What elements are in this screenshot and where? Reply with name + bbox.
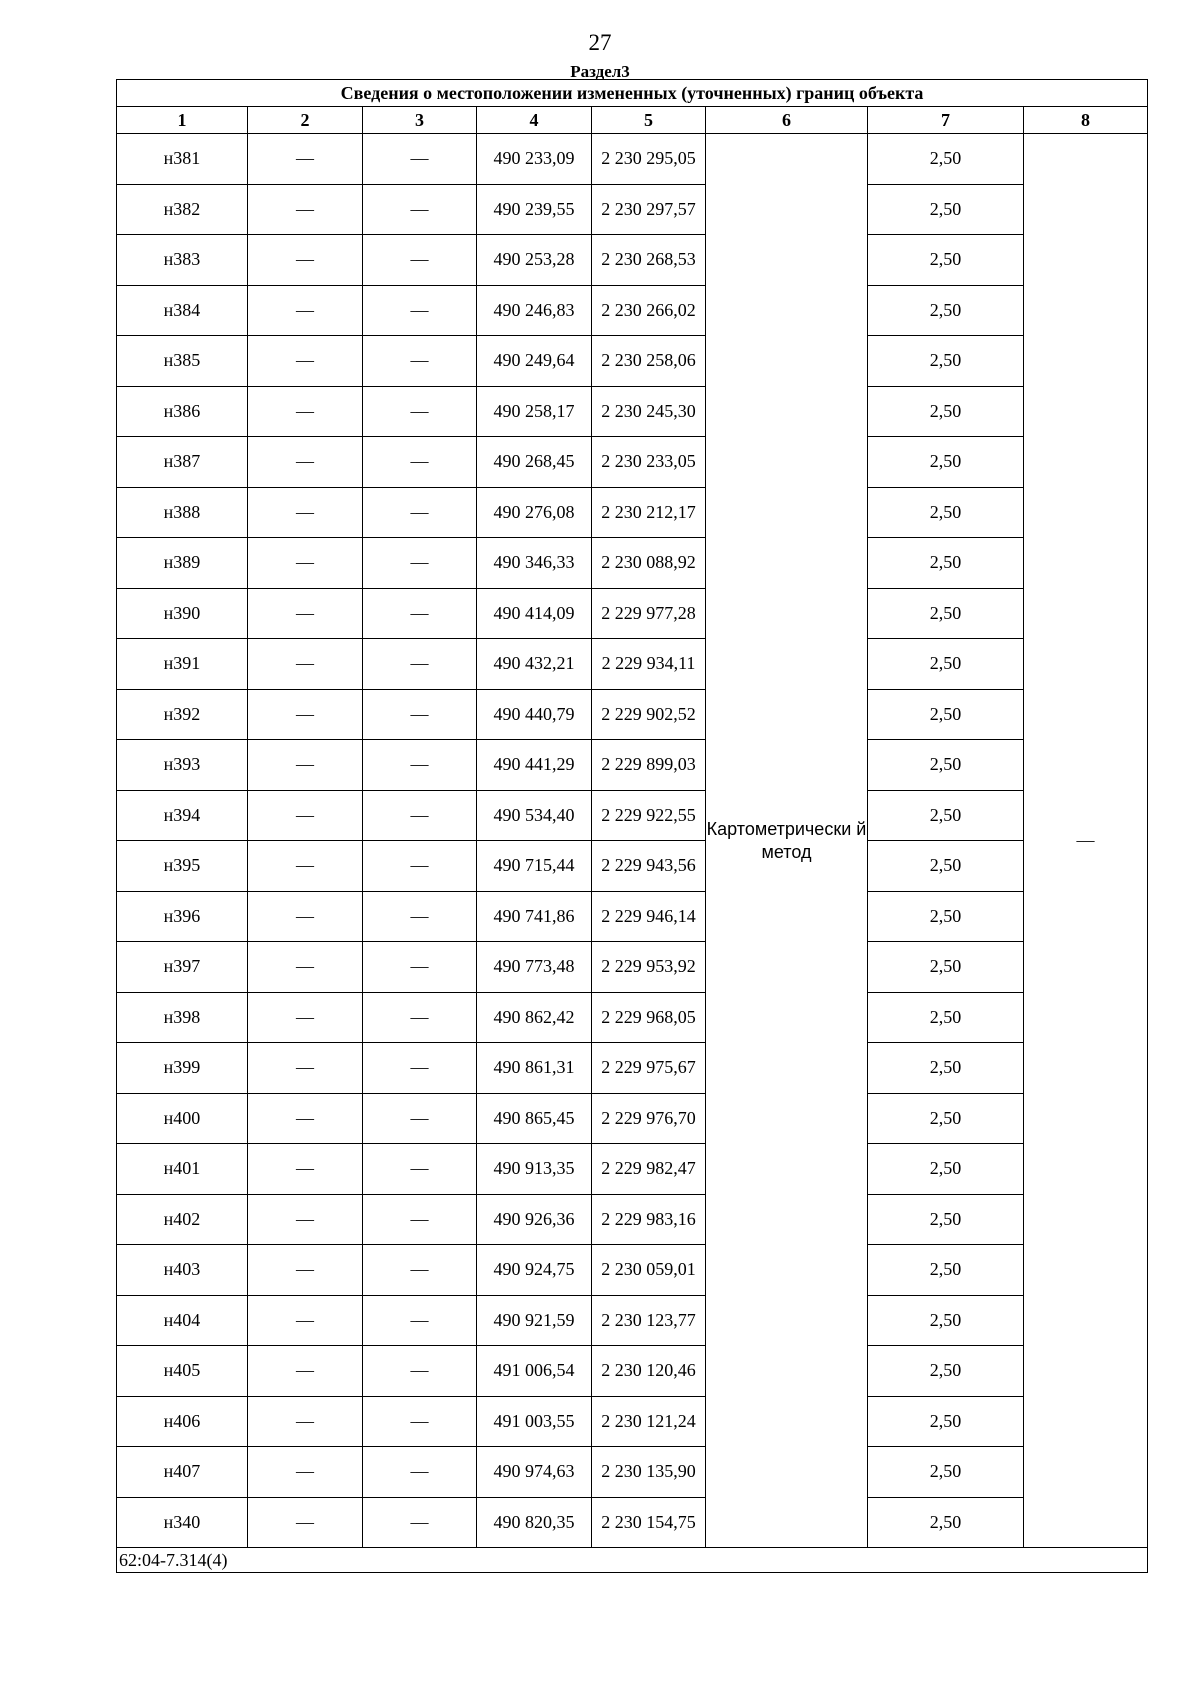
point-cell: н386 <box>117 386 248 437</box>
method-cell: Картометрически й метод <box>706 134 868 1548</box>
point-cell: н405 <box>117 1346 248 1397</box>
column-header-3: 3 <box>363 107 477 134</box>
column2-cell: — <box>248 1194 363 1245</box>
column-header-5: 5 <box>592 107 706 134</box>
accuracy-cell: 2,50 <box>868 942 1024 993</box>
point-cell: н340 <box>117 1497 248 1548</box>
accuracy-cell: 2,50 <box>868 588 1024 639</box>
column2-cell: — <box>248 1497 363 1548</box>
column3-cell: — <box>363 386 477 437</box>
y-coordinate-cell: 2 229 946,14 <box>592 891 706 942</box>
y-coordinate-cell: 2 230 154,75 <box>592 1497 706 1548</box>
point-cell: н401 <box>117 1144 248 1195</box>
column2-cell: — <box>248 790 363 841</box>
accuracy-cell: 2,50 <box>868 740 1024 791</box>
column2-cell: — <box>248 1447 363 1498</box>
y-coordinate-cell: 2 230 135,90 <box>592 1447 706 1498</box>
column-header-7: 7 <box>868 107 1024 134</box>
y-coordinate-cell: 2 230 258,06 <box>592 336 706 387</box>
column3-cell: — <box>363 992 477 1043</box>
y-coordinate-cell: 2 229 983,16 <box>592 1194 706 1245</box>
table-row <box>117 841 1148 892</box>
x-coordinate-cell: 490 865,45 <box>477 1093 592 1144</box>
column2-cell: — <box>248 134 363 185</box>
y-coordinate-cell: 2 229 899,03 <box>592 740 706 791</box>
boundary-table <box>116 79 1148 1573</box>
y-coordinate-cell: 2 230 088,92 <box>592 538 706 589</box>
table-row <box>117 740 1148 791</box>
accuracy-cell: 2,50 <box>868 184 1024 235</box>
y-coordinate-cell: 2 229 934,11 <box>592 639 706 690</box>
column3-cell: — <box>363 588 477 639</box>
table-row <box>117 790 1148 841</box>
point-cell: н403 <box>117 1245 248 1296</box>
accuracy-cell: 2,50 <box>868 538 1024 589</box>
accuracy-cell: 2,50 <box>868 891 1024 942</box>
column2-cell: — <box>248 1396 363 1447</box>
table-row <box>117 386 1148 437</box>
column3-cell: — <box>363 891 477 942</box>
x-coordinate-cell: 490 276,08 <box>477 487 592 538</box>
column3-cell: — <box>363 1194 477 1245</box>
column3-cell: — <box>363 437 477 488</box>
x-coordinate-cell: 490 258,17 <box>477 386 592 437</box>
column-header-2: 2 <box>248 107 363 134</box>
table-row <box>117 1396 1148 1447</box>
table-row <box>117 1346 1148 1397</box>
y-coordinate-cell: 2 230 297,57 <box>592 184 706 235</box>
y-coordinate-cell: 2 230 245,30 <box>592 386 706 437</box>
table-row <box>117 1043 1148 1094</box>
x-coordinate-cell: 490 820,35 <box>477 1497 592 1548</box>
accuracy-cell: 2,50 <box>868 1245 1024 1296</box>
column3-cell: — <box>363 487 477 538</box>
point-cell: н388 <box>117 487 248 538</box>
point-cell: н384 <box>117 285 248 336</box>
accuracy-cell: 2,50 <box>868 992 1024 1043</box>
column3-cell: — <box>363 942 477 993</box>
accuracy-cell: 2,50 <box>868 841 1024 892</box>
column2-cell: — <box>248 689 363 740</box>
table-row <box>117 1447 1148 1498</box>
y-coordinate-cell: 2 230 268,53 <box>592 235 706 286</box>
accuracy-cell: 2,50 <box>868 1295 1024 1346</box>
point-cell: н381 <box>117 134 248 185</box>
column3-cell: — <box>363 639 477 690</box>
point-cell: н385 <box>117 336 248 387</box>
x-coordinate-cell: 490 440,79 <box>477 689 592 740</box>
section-label: Раздел3 <box>570 62 630 81</box>
table-row <box>117 336 1148 387</box>
y-coordinate-cell: 2 230 233,05 <box>592 437 706 488</box>
column3-cell: — <box>363 1144 477 1195</box>
x-coordinate-cell: 490 715,44 <box>477 841 592 892</box>
y-coordinate-cell: 2 230 123,77 <box>592 1295 706 1346</box>
y-coordinate-cell: 2 230 120,46 <box>592 1346 706 1397</box>
column3-cell: — <box>363 1396 477 1447</box>
point-cell: н402 <box>117 1194 248 1245</box>
table-row <box>117 1295 1148 1346</box>
y-coordinate-cell: 2 229 976,70 <box>592 1093 706 1144</box>
x-coordinate-cell: 490 432,21 <box>477 639 592 690</box>
column2-cell: — <box>248 588 363 639</box>
x-coordinate-cell: 490 773,48 <box>477 942 592 993</box>
accuracy-cell: 2,50 <box>868 639 1024 690</box>
column3-cell: — <box>363 134 477 185</box>
column-header-row <box>117 107 1148 134</box>
point-cell: н397 <box>117 942 248 993</box>
x-coordinate-cell: 490 414,09 <box>477 588 592 639</box>
column2-cell: — <box>248 336 363 387</box>
column-header-4: 4 <box>477 107 592 134</box>
y-coordinate-cell: 2 229 977,28 <box>592 588 706 639</box>
column3-cell: — <box>363 336 477 387</box>
table-row <box>117 992 1148 1043</box>
y-coordinate-cell: 2 229 953,92 <box>592 942 706 993</box>
point-cell: н406 <box>117 1396 248 1447</box>
column3-cell: — <box>363 235 477 286</box>
column2-cell: — <box>248 437 363 488</box>
column8-cell: — <box>1024 134 1148 1548</box>
point-cell: н407 <box>117 1447 248 1498</box>
column3-cell: — <box>363 1295 477 1346</box>
column3-cell: — <box>363 538 477 589</box>
column2-cell: — <box>248 1144 363 1195</box>
x-coordinate-cell: 490 862,42 <box>477 992 592 1043</box>
column3-cell: — <box>363 740 477 791</box>
accuracy-cell: 2,50 <box>868 790 1024 841</box>
accuracy-cell: 2,50 <box>868 1194 1024 1245</box>
column3-cell: — <box>363 841 477 892</box>
table-row <box>117 184 1148 235</box>
x-coordinate-cell: 490 926,36 <box>477 1194 592 1245</box>
column3-cell: — <box>363 1245 477 1296</box>
accuracy-cell: 2,50 <box>868 336 1024 387</box>
column2-cell: — <box>248 942 363 993</box>
point-cell: н383 <box>117 235 248 286</box>
column3-cell: — <box>363 1497 477 1548</box>
column3-cell: — <box>363 285 477 336</box>
column3-cell: — <box>363 689 477 740</box>
table-row <box>117 1194 1148 1245</box>
accuracy-cell: 2,50 <box>868 134 1024 185</box>
point-cell: н393 <box>117 740 248 791</box>
table-row <box>117 891 1148 942</box>
column2-cell: — <box>248 285 363 336</box>
table-row <box>117 588 1148 639</box>
column2-cell: — <box>248 740 363 791</box>
column2-cell: — <box>248 235 363 286</box>
x-coordinate-cell: 490 861,31 <box>477 1043 592 1094</box>
table-row <box>117 1093 1148 1144</box>
column3-cell: — <box>363 1093 477 1144</box>
column3-cell: — <box>363 1043 477 1094</box>
accuracy-cell: 2,50 <box>868 1447 1024 1498</box>
y-coordinate-cell: 2 229 922,55 <box>592 790 706 841</box>
accuracy-cell: 2,50 <box>868 437 1024 488</box>
accuracy-cell: 2,50 <box>868 1144 1024 1195</box>
x-coordinate-cell: 491 003,55 <box>477 1396 592 1447</box>
y-coordinate-cell: 2 229 975,67 <box>592 1043 706 1094</box>
accuracy-cell: 2,50 <box>868 487 1024 538</box>
x-coordinate-cell: 490 913,35 <box>477 1144 592 1195</box>
point-cell: н382 <box>117 184 248 235</box>
table-row <box>117 1144 1148 1195</box>
table-row <box>117 942 1148 993</box>
point-cell: н395 <box>117 841 248 892</box>
table-row <box>117 639 1148 690</box>
table-row <box>117 538 1148 589</box>
x-coordinate-cell: 490 974,63 <box>477 1447 592 1498</box>
x-coordinate-cell: 490 534,40 <box>477 790 592 841</box>
column2-cell: — <box>248 1245 363 1296</box>
column-header-6: 6 <box>706 107 868 134</box>
column2-cell: — <box>248 538 363 589</box>
footer-code: 62:04-7.314(4) <box>117 1548 1148 1573</box>
x-coordinate-cell: 490 239,55 <box>477 184 592 235</box>
point-cell: н404 <box>117 1295 248 1346</box>
y-coordinate-cell: 2 229 902,52 <box>592 689 706 740</box>
table-row <box>117 689 1148 740</box>
column-header-8: 8 <box>1024 107 1148 134</box>
table-title: Сведения о местоположении измененных (уточненных) границ объекта <box>117 80 1148 107</box>
table-row <box>117 1497 1148 1548</box>
point-cell: н394 <box>117 790 248 841</box>
accuracy-cell: 2,50 <box>868 1396 1024 1447</box>
x-coordinate-cell: 490 249,64 <box>477 336 592 387</box>
column3-cell: — <box>363 184 477 235</box>
accuracy-cell: 2,50 <box>868 1346 1024 1397</box>
x-coordinate-cell: 490 741,86 <box>477 891 592 942</box>
table-row <box>117 487 1148 538</box>
x-coordinate-cell: 490 924,75 <box>477 1245 592 1296</box>
table-row <box>117 235 1148 286</box>
column2-cell: — <box>248 386 363 437</box>
column3-cell: — <box>363 1447 477 1498</box>
x-coordinate-cell: 490 921,59 <box>477 1295 592 1346</box>
column3-cell: — <box>363 1346 477 1397</box>
y-coordinate-cell: 2 230 295,05 <box>592 134 706 185</box>
point-cell: н389 <box>117 538 248 589</box>
point-cell: н390 <box>117 588 248 639</box>
column2-cell: — <box>248 891 363 942</box>
x-coordinate-cell: 490 233,09 <box>477 134 592 185</box>
column2-cell: — <box>248 639 363 690</box>
accuracy-cell: 2,50 <box>868 235 1024 286</box>
y-coordinate-cell: 2 230 212,17 <box>592 487 706 538</box>
x-coordinate-cell: 490 268,45 <box>477 437 592 488</box>
accuracy-cell: 2,50 <box>868 689 1024 740</box>
column2-cell: — <box>248 184 363 235</box>
accuracy-cell: 2,50 <box>868 1497 1024 1548</box>
x-coordinate-cell: 490 253,28 <box>477 235 592 286</box>
x-coordinate-cell: 490 441,29 <box>477 740 592 791</box>
point-cell: н398 <box>117 992 248 1043</box>
accuracy-cell: 2,50 <box>868 1093 1024 1144</box>
point-cell: н387 <box>117 437 248 488</box>
table-row <box>117 1245 1148 1296</box>
point-cell: н392 <box>117 689 248 740</box>
column2-cell: — <box>248 1043 363 1094</box>
y-coordinate-cell: 2 230 059,01 <box>592 1245 706 1296</box>
column2-cell: — <box>248 992 363 1043</box>
column2-cell: — <box>248 1093 363 1144</box>
column2-cell: — <box>248 1295 363 1346</box>
table-row <box>117 437 1148 488</box>
y-coordinate-cell: 2 229 982,47 <box>592 1144 706 1195</box>
column3-cell: — <box>363 790 477 841</box>
y-coordinate-cell: 2 229 943,56 <box>592 841 706 892</box>
column2-cell: — <box>248 487 363 538</box>
y-coordinate-cell: 2 229 968,05 <box>592 992 706 1043</box>
x-coordinate-cell: 490 346,33 <box>477 538 592 589</box>
page-number: 27 <box>588 30 612 55</box>
x-coordinate-cell: 490 246,83 <box>477 285 592 336</box>
point-cell: н399 <box>117 1043 248 1094</box>
table-row <box>117 134 1148 185</box>
y-coordinate-cell: 2 230 121,24 <box>592 1396 706 1447</box>
column2-cell: — <box>248 1346 363 1397</box>
point-cell: н400 <box>117 1093 248 1144</box>
table-row <box>117 285 1148 336</box>
y-coordinate-cell: 2 230 266,02 <box>592 285 706 336</box>
column-header-1: 1 <box>117 107 248 134</box>
column2-cell: — <box>248 841 363 892</box>
accuracy-cell: 2,50 <box>868 386 1024 437</box>
accuracy-cell: 2,50 <box>868 285 1024 336</box>
accuracy-cell: 2,50 <box>868 1043 1024 1094</box>
point-cell: н396 <box>117 891 248 942</box>
x-coordinate-cell: 491 006,54 <box>477 1346 592 1397</box>
point-cell: н391 <box>117 639 248 690</box>
